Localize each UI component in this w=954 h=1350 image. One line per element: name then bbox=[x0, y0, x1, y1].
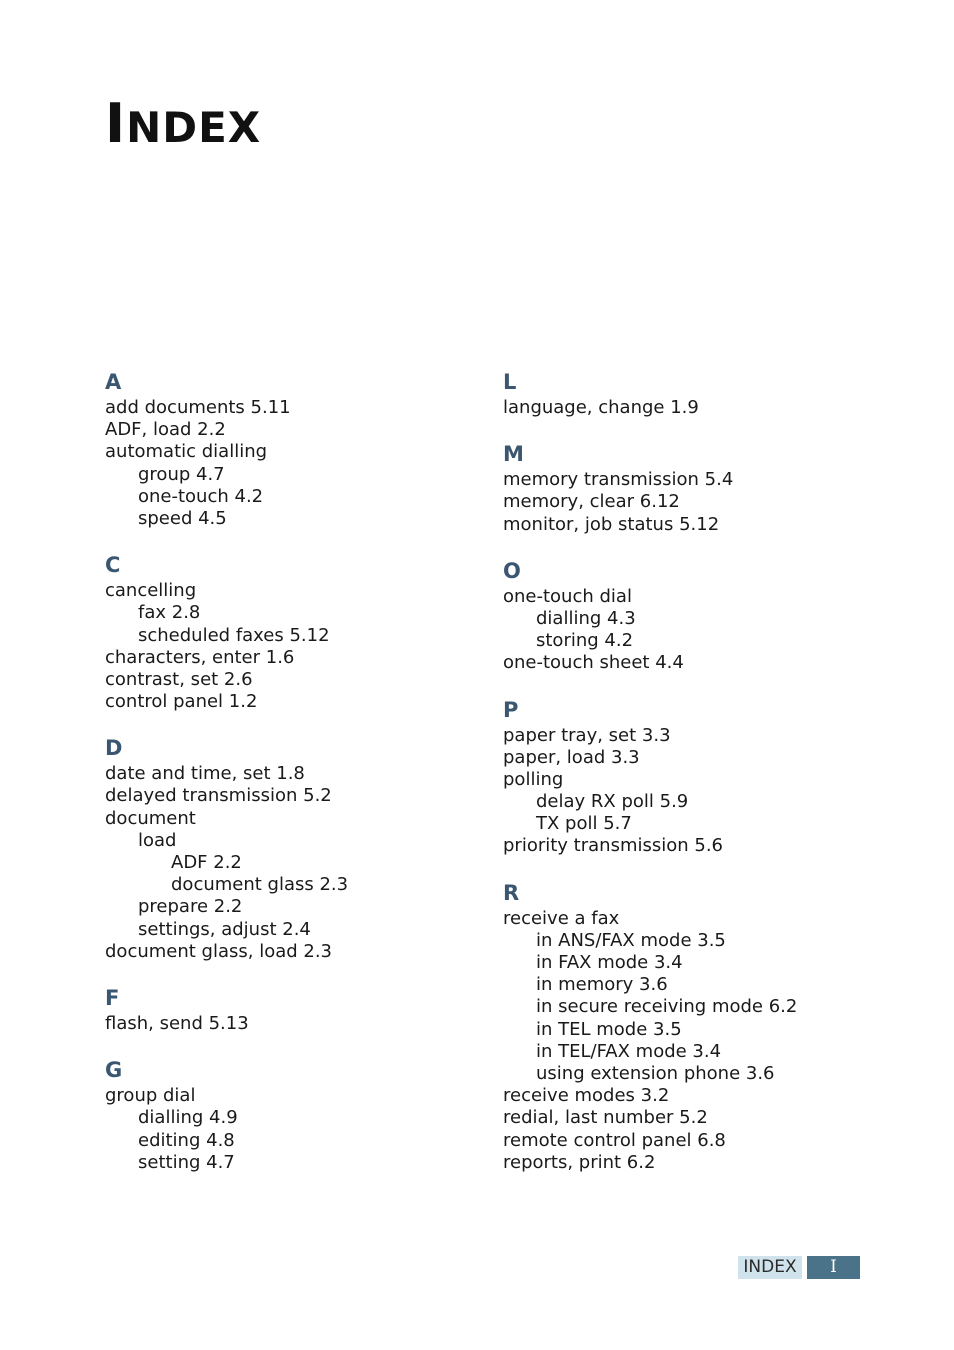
section-letter: F bbox=[105, 985, 120, 1010]
index-entry: memory transmission 5.4 bbox=[503, 469, 734, 491]
index-section bbox=[503, 556, 923, 675]
index-entries bbox=[105, 397, 525, 530]
index-section bbox=[105, 983, 525, 1035]
index-entry: document bbox=[105, 807, 196, 829]
index-entry: receive a fax bbox=[503, 907, 620, 929]
index-section bbox=[105, 367, 525, 530]
index-entry: memory, clear 6.12 bbox=[503, 491, 680, 513]
index-entries bbox=[105, 1013, 525, 1035]
index-entry: control panel 1.2 bbox=[105, 691, 258, 713]
page-title bbox=[105, 92, 261, 155]
index-entries bbox=[503, 725, 923, 858]
index-entries bbox=[503, 469, 923, 536]
index-section bbox=[503, 878, 923, 1174]
footer-page-number: I bbox=[807, 1256, 860, 1279]
index-entry: characters, enter 1.6 bbox=[105, 646, 295, 668]
index-section bbox=[105, 1055, 525, 1174]
index-subentry: storing 4.2 bbox=[536, 630, 634, 652]
index-subentry: delay RX poll 5.9 bbox=[536, 791, 689, 813]
index-section bbox=[503, 439, 923, 536]
index-entry: remote control panel 6.8 bbox=[503, 1129, 726, 1151]
index-entries bbox=[105, 1085, 525, 1174]
index-entries bbox=[105, 580, 525, 713]
index-subentry: scheduled faxes 5.12 bbox=[138, 624, 330, 646]
index-subentry: group 4.7 bbox=[138, 463, 225, 485]
index-entry: one-touch sheet 4.4 bbox=[503, 652, 684, 674]
index-entry: language, change 1.9 bbox=[503, 397, 699, 418]
footer-section-label: INDEX bbox=[738, 1256, 802, 1279]
index-column-left bbox=[105, 367, 525, 1174]
index-subentry: in TEL mode 3.5 bbox=[536, 1018, 682, 1040]
index-subentry: in secure receiving mode 6.2 bbox=[536, 996, 798, 1018]
index-entry: reports, print 6.2 bbox=[503, 1151, 656, 1173]
section-letter: O bbox=[503, 558, 521, 583]
index-section bbox=[503, 367, 923, 419]
index-subentry: fax 2.8 bbox=[138, 602, 201, 624]
index-entry: flash, send 5.13 bbox=[105, 1012, 249, 1034]
index-entry: one-touch dial bbox=[503, 585, 632, 607]
index-entry: document glass, load 2.3 bbox=[105, 940, 333, 962]
index-entry: redial, last number 5.2 bbox=[503, 1107, 708, 1129]
index-entry: paper tray, set 3.3 bbox=[503, 724, 671, 746]
index-entry: ADF, load 2.2 bbox=[105, 419, 226, 441]
index-entries bbox=[503, 586, 923, 675]
index-entry: add documents 5.11 bbox=[105, 397, 291, 418]
index-entries bbox=[105, 763, 525, 963]
index-subentry: in ANS/FAX mode 3.5 bbox=[536, 929, 726, 951]
index-section bbox=[105, 550, 525, 713]
index-entry: automatic dialling bbox=[105, 441, 268, 463]
index-subentry: in FAX mode 3.4 bbox=[536, 952, 683, 973]
section-letter: C bbox=[105, 553, 121, 578]
page-title-initial: I bbox=[105, 92, 127, 155]
index-subentry: speed 4.5 bbox=[138, 507, 227, 529]
index-subentry: in memory 3.6 bbox=[536, 974, 668, 996]
section-letter: A bbox=[105, 370, 122, 394]
index-column-right bbox=[503, 367, 923, 1174]
index-subentry: ADF 2.2 bbox=[171, 852, 242, 873]
section-letter: P bbox=[503, 697, 519, 722]
section-letter: L bbox=[503, 370, 517, 394]
index-entry: receive modes 3.2 bbox=[503, 1085, 670, 1107]
section-letter: D bbox=[105, 736, 123, 761]
index-entry: delayed transmission 5.2 bbox=[105, 785, 332, 807]
index-subentry: editing 4.8 bbox=[138, 1129, 235, 1151]
index-subentry: dialling 4.3 bbox=[536, 607, 636, 629]
index-entries bbox=[503, 397, 923, 419]
index-entry: contrast, set 2.6 bbox=[105, 668, 253, 690]
index-section bbox=[503, 695, 923, 858]
index-subentry: dialling 4.9 bbox=[138, 1107, 238, 1129]
index-subentry: load bbox=[138, 829, 177, 851]
index-subentry: settings, adjust 2.4 bbox=[138, 918, 311, 940]
section-letter: G bbox=[105, 1058, 123, 1083]
index-entry: group dial bbox=[105, 1085, 196, 1107]
index-subentry: in TEL/FAX mode 3.4 bbox=[536, 1040, 722, 1062]
section-letter: M bbox=[503, 442, 524, 467]
index-entry: date and time, set 1.8 bbox=[105, 763, 305, 785]
index-entry: polling bbox=[503, 768, 564, 790]
index-entry: monitor, job status 5.12 bbox=[503, 513, 720, 535]
page-title-rest: NDEX bbox=[126, 103, 262, 152]
index-entries bbox=[503, 908, 923, 1174]
index-section bbox=[105, 733, 525, 963]
index-entry: cancelling bbox=[105, 580, 197, 602]
index-subentry: document glass 2.3 bbox=[171, 874, 349, 896]
section-letter: R bbox=[503, 880, 520, 905]
index-subentry: prepare 2.2 bbox=[138, 896, 243, 918]
index-subentry: TX poll 5.7 bbox=[536, 813, 632, 835]
index-subentry: setting 4.7 bbox=[138, 1151, 235, 1173]
index-subentry: one-touch 4.2 bbox=[138, 485, 264, 507]
index-entry: priority transmission 5.6 bbox=[503, 835, 724, 857]
index-subentry: using extension phone 3.6 bbox=[536, 1062, 775, 1084]
index-entry: paper, load 3.3 bbox=[503, 746, 640, 768]
